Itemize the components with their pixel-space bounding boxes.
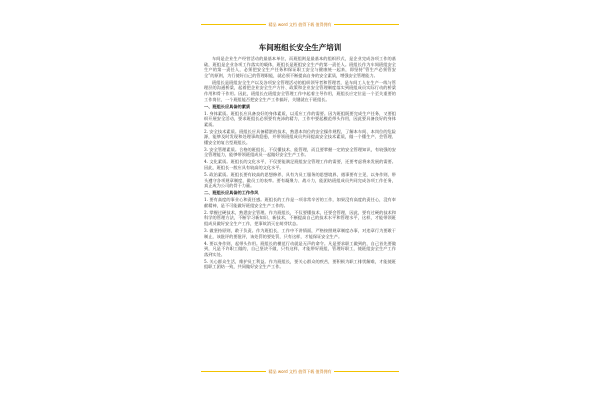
- top-banner-text: 精品 word 文档 值得下载 值得拥有: [268, 21, 332, 27]
- body-paragraph: 车间是企业生产经营活动的最基本单位，而班组则是最基本的组织形式，是企业完成各项工作的基础，班组是企业各项工作落实的载体，班组长是班组安全生产的第一责任人。班组长作为车间班组安全生产的第一责任人，必须把安全生产任务和保证职工安全与健康统一起来，即坚持“管生产必须管安全”的原则，为行使好自己的管理职能，就必须不断提高自身的安全素质，增强安全管理能力。: [204, 56, 396, 78]
- body-paragraph: 5. 关心群众生活，维护员工利益。作为班组长，要关心群众的疾苦，要积极为职工排忧解难，才能使班组职工团结一致，共同做好安全生产工作。: [204, 258, 396, 270]
- body-paragraph: 2. 掌握过硬技术，熟悉安全管理。作为班组长，不仅要懂技术，还要会管理，因此，要有过硬的技术和科学的管理方法，不断学习新知识、新技术，不断提高自己的技术水平和管理水平，这样，才能带领班组成员做好安全生产工作，把事故消灭在萌芽状态。: [204, 209, 396, 226]
- body-paragraph: 4. 文化素质。班组长的文化水平，不仅要能满足班组安全管理工作的需要，还要考虑将来发展的需要。因此，班组长一般应具有较高的文化水平。: [204, 159, 396, 171]
- bottom-banner: [198, 367, 402, 376]
- banner-rule-left: [201, 371, 266, 372]
- banner-rule-left: [201, 24, 266, 25]
- top-banner: [198, 20, 402, 29]
- body-paragraph: 班组长是班组安全生产以及各项安全管理活动的组织领导者和管理者，是车间工人在生产一线与管理层的沟通桥梁，起着把企业安全生产方针、政策和企业安全管理制度落实到班组成员实际行动的桥梁作用和骨干作用。因此，班组长在班组安全管理工作中起着主导作用，班组长应定位是一个至关重要的工作岗位，一个班组能否把安全生产工作搞好，关键就在于班组长。: [204, 79, 396, 102]
- body-paragraph: 3. 做坚持原则，敢于负责。作为班组长，工作中不讲情面，严格按照规章制度办事，对违章行为要敢于制止，该批评的要批评，该处罚的要处罚，只有这样，才能保证安全生产。: [204, 227, 396, 239]
- body-paragraph: 2. 安全技术素质。班组长应具备精湛的技术，熟悉本岗位的安全操作规程，了解本车间、本岗位的危险源，能够及时发现和处理事故隐患，并带领班组成员共同提高安全技术素质，做一个懂生产、会管理、懂安全的复合型班组长。: [204, 128, 396, 145]
- body-paragraph: 1. 要有高度的事业心和责任感。班组长的工作是一项非常辛苦的工作，如果没有高度的责任心，没有奉献精神，是不可能做好班组安全生产工作的。: [204, 197, 396, 208]
- banner-rule-right: [334, 371, 399, 372]
- section-heading: 一、班组长应具备的素质: [204, 103, 251, 109]
- body-paragraph: 5. 政治素质。班组长要有较高的思想修养，具有为员工服务的思想境界，遇事要有主见，以身作则，带头遵守各项规章制度，做员工的表率。要有凝聚力、战斗力，能团结班组成员共同完成各项工作任务，真正成为公司的骨干力量。: [204, 172, 396, 189]
- body-paragraph: 1. 身体素质。班组长应具备良好的身体素质，以适应工作的需要。因为班组既要完成生产任务，又要组织开展安全活动，要求班组长必须要有充沛的精力，工作中要起模范带头作用，因此要具备良好的身体素质。: [204, 110, 396, 127]
- banner-rule-right: [334, 24, 399, 25]
- body-paragraph: 4. 要以身作则，起带头作用。班组长的模范行动就是无声的命令。凡是要求职工做到的，自己首先要做到，凡是不许职工做的，自己坚决不做，只有这样，才能带好班组，管理好职工，使班组安全生产工作落到实处。: [204, 240, 396, 257]
- document-body: [204, 56, 396, 271]
- document-title: 车间班组长安全生产培训: [258, 43, 342, 52]
- section-heading: 二、班组长应具备的工作作风: [204, 190, 259, 196]
- body-paragraph: 3. 安全管理素质。合格的班组长，不仅懂技术、能管理，而且要掌握一定的安全管理知识，有较强的安全管理能力，能够带领班组成员一起做好安全生产工作。: [204, 146, 396, 158]
- bottom-banner-text: 精品 word 文档 值得下载 值得拥有: [268, 368, 332, 374]
- document-page: [198, 14, 402, 386]
